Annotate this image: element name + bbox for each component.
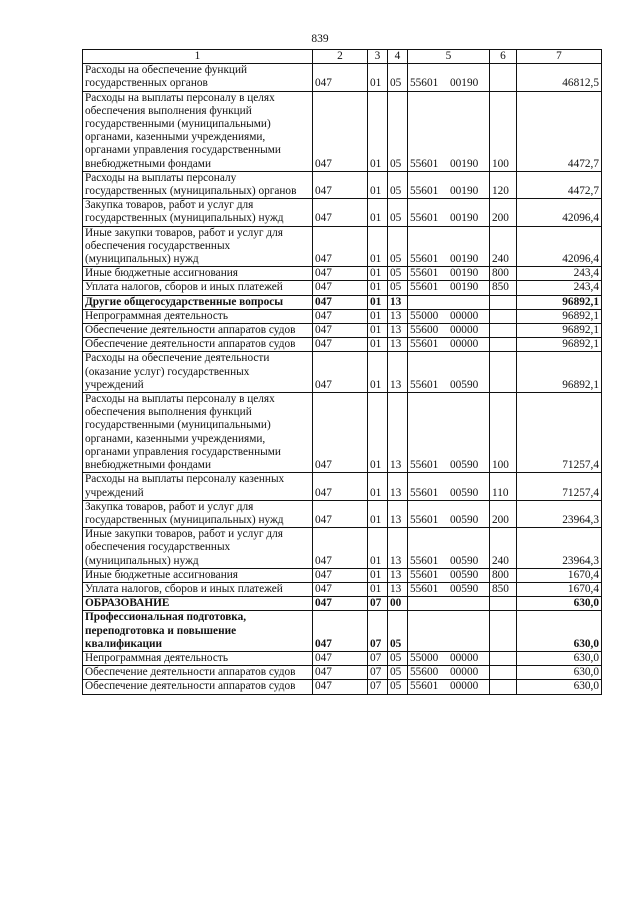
header-col-5: 5 xyxy=(408,50,490,64)
row-expense-type-code: 110 xyxy=(490,473,517,500)
row-ved-code: 047 xyxy=(313,338,368,352)
row-target-article-code xyxy=(408,338,490,352)
table-row xyxy=(83,295,602,309)
row-section-code: 01 xyxy=(368,171,388,198)
row-section-code: 01 xyxy=(368,324,388,338)
target-article-program-part: 55601 xyxy=(410,378,439,391)
row-subsection-code: 00 xyxy=(388,597,408,611)
row-amount: 96892,1 xyxy=(517,324,602,338)
row-amount: 1670,4 xyxy=(517,568,602,582)
header-col-1: 1 xyxy=(83,50,313,64)
row-target-article-code xyxy=(408,199,490,226)
row-ved-code: 047 xyxy=(313,171,368,198)
target-article-direction-part: 00590 xyxy=(450,378,479,391)
row-amount: 243,4 xyxy=(517,267,602,281)
row-section-code: 01 xyxy=(368,267,388,281)
row-subsection-code: 05 xyxy=(388,226,408,267)
target-article-direction-part: 00190 xyxy=(450,77,479,90)
table-row xyxy=(83,64,602,91)
row-description: Другие общегосударственные вопросы xyxy=(83,295,313,309)
table-row xyxy=(83,91,602,171)
row-subsection-code: 05 xyxy=(388,611,408,652)
target-article-direction-part: 00000 xyxy=(450,666,479,679)
row-subsection-code: 13 xyxy=(388,324,408,338)
row-description: Иные закупки товаров, работ и услуг для обеспечения государственных (муниципальных) нужд xyxy=(83,226,313,267)
row-amount: 46812,5 xyxy=(517,64,602,91)
row-section-code: 01 xyxy=(368,338,388,352)
row-ved-code: 047 xyxy=(313,226,368,267)
target-article-direction-part: 00190 xyxy=(450,267,479,280)
target-article-program-part: 55601 xyxy=(410,554,439,567)
row-section-code: 07 xyxy=(368,651,388,665)
target-article-program-part: 55000 xyxy=(410,309,439,322)
table-row xyxy=(83,473,602,500)
row-ved-code: 047 xyxy=(313,281,368,295)
row-ved-code: 047 xyxy=(313,324,368,338)
page-number: 839 xyxy=(311,33,329,45)
row-subsection-code: 05 xyxy=(388,281,408,295)
row-amount: 630,0 xyxy=(517,680,602,694)
row-section-code: 01 xyxy=(368,226,388,267)
row-target-article-code xyxy=(408,500,490,527)
row-subsection-code: 13 xyxy=(388,528,408,569)
row-ved-code: 047 xyxy=(313,680,368,694)
row-ved-code: 047 xyxy=(313,64,368,91)
header-col-4: 4 xyxy=(388,50,408,64)
table-header-row xyxy=(83,50,602,64)
row-section-code: 01 xyxy=(368,64,388,91)
row-expense-type-code: 850 xyxy=(490,281,517,295)
table-row xyxy=(83,611,602,652)
table-row xyxy=(83,582,602,596)
target-article-direction-part: 00590 xyxy=(450,582,479,595)
table-row xyxy=(83,338,602,352)
row-section-code: 07 xyxy=(368,680,388,694)
target-article-program-part: 55601 xyxy=(410,513,439,526)
row-target-article-code xyxy=(408,582,490,596)
target-article-direction-part: 00000 xyxy=(450,309,479,322)
row-ved-code: 047 xyxy=(313,568,368,582)
target-article-direction-part: 00190 xyxy=(450,185,479,198)
row-expense-type-code xyxy=(490,324,517,338)
row-description: Иные закупки товаров, работ и услуг для обеспечения государственных (муниципальных) нужд xyxy=(83,528,313,569)
row-target-article-code xyxy=(408,568,490,582)
target-article-program-part: 55601 xyxy=(410,212,439,225)
row-section-code: 01 xyxy=(368,199,388,226)
row-description: Расходы на обеспечение деятельности (оказание услуг) государственных учреждений xyxy=(83,352,313,393)
row-amount: 96892,1 xyxy=(517,309,602,323)
row-section-code: 01 xyxy=(368,473,388,500)
row-subsection-code: 13 xyxy=(388,393,408,473)
row-target-article-code xyxy=(408,473,490,500)
row-expense-type-code: 120 xyxy=(490,171,517,198)
target-article-program-part: 55601 xyxy=(410,680,439,693)
row-amount: 630,0 xyxy=(517,666,602,680)
row-target-article-code xyxy=(408,680,490,694)
row-amount: 630,0 xyxy=(517,651,602,665)
row-description: Закупка товаров, работ и услуг для государственных (муниципальных) нужд xyxy=(83,500,313,527)
table-row xyxy=(83,597,602,611)
row-expense-type-code: 240 xyxy=(490,528,517,569)
row-target-article-code xyxy=(408,651,490,665)
row-section-code: 01 xyxy=(368,528,388,569)
row-amount: 23964,3 xyxy=(517,500,602,527)
row-amount: 1670,4 xyxy=(517,582,602,596)
target-article-program-part: 55601 xyxy=(410,281,439,294)
row-subsection-code: 13 xyxy=(388,568,408,582)
row-expense-type-code xyxy=(490,611,517,652)
target-article-direction-part: 00590 xyxy=(450,513,479,526)
row-expense-type-code: 800 xyxy=(490,267,517,281)
table-row xyxy=(83,171,602,198)
row-expense-type-code: 200 xyxy=(490,500,517,527)
target-article-direction-part: 00000 xyxy=(450,680,479,693)
row-expense-type-code: 800 xyxy=(490,568,517,582)
table-row xyxy=(83,651,602,665)
row-target-article-code xyxy=(408,352,490,393)
row-ved-code: 047 xyxy=(313,199,368,226)
row-description: Расходы на выплаты персоналу государственных (муниципальных) органов xyxy=(83,171,313,198)
row-subsection-code: 05 xyxy=(388,680,408,694)
target-article-program-part: 55601 xyxy=(410,338,439,351)
target-article-program-part: 55601 xyxy=(410,253,439,266)
row-amount: 96892,1 xyxy=(517,338,602,352)
row-target-article-code xyxy=(408,324,490,338)
row-amount: 23964,3 xyxy=(517,528,602,569)
row-description: Закупка товаров, работ и услуг для государственных (муниципальных) нужд xyxy=(83,199,313,226)
target-article-program-part: 55600 xyxy=(410,666,439,679)
table-row xyxy=(83,267,602,281)
row-description: Обеспечение деятельности аппаратов судов xyxy=(83,666,313,680)
row-ved-code: 047 xyxy=(313,528,368,569)
row-ved-code: 047 xyxy=(313,352,368,393)
row-ved-code: 047 xyxy=(313,393,368,473)
row-ved-code: 047 xyxy=(313,295,368,309)
row-ved-code: 047 xyxy=(313,666,368,680)
row-description: Обеспечение деятельности аппаратов судов xyxy=(83,680,313,694)
row-expense-type-code xyxy=(490,597,517,611)
row-amount: 630,0 xyxy=(517,597,602,611)
target-article-program-part: 55601 xyxy=(410,568,439,581)
row-section-code: 07 xyxy=(368,666,388,680)
row-description: Непрограммная деятельность xyxy=(83,651,313,665)
table-row xyxy=(83,500,602,527)
row-target-article-code xyxy=(408,171,490,198)
table-row xyxy=(83,281,602,295)
header-col-6: 6 xyxy=(490,50,517,64)
row-expense-type-code xyxy=(490,295,517,309)
row-subsection-code: 13 xyxy=(388,582,408,596)
row-description: Иные бюджетные ассигнования xyxy=(83,568,313,582)
row-amount: 96892,1 xyxy=(517,295,602,309)
row-amount: 71257,4 xyxy=(517,393,602,473)
row-section-code: 01 xyxy=(368,568,388,582)
row-subsection-code: 13 xyxy=(388,473,408,500)
row-target-article-code xyxy=(408,611,490,652)
target-article-direction-part: 00000 xyxy=(450,651,479,664)
target-article-program-part: 55601 xyxy=(410,267,439,280)
target-article-program-part: 55600 xyxy=(410,324,439,337)
target-article-direction-part: 00190 xyxy=(450,212,479,225)
table-row xyxy=(83,324,602,338)
row-target-article-code xyxy=(408,393,490,473)
row-description: Профессиональная подготовка, переподготовка и повышение квалификации xyxy=(83,611,313,652)
row-section-code: 01 xyxy=(368,500,388,527)
row-amount: 4472,7 xyxy=(517,171,602,198)
row-section-code: 01 xyxy=(368,582,388,596)
table-row xyxy=(83,309,602,323)
table-row xyxy=(83,352,602,393)
row-subsection-code: 13 xyxy=(388,352,408,393)
row-subsection-code: 05 xyxy=(388,199,408,226)
row-expense-type-code: 200 xyxy=(490,199,517,226)
header-col-7: 7 xyxy=(517,50,602,64)
row-amount: 243,4 xyxy=(517,281,602,295)
row-subsection-code: 13 xyxy=(388,338,408,352)
row-amount: 630,0 xyxy=(517,611,602,652)
row-target-article-code xyxy=(408,309,490,323)
row-expense-type-code: 240 xyxy=(490,226,517,267)
row-amount: 42096,4 xyxy=(517,199,602,226)
row-description: ОБРАЗОВАНИЕ xyxy=(83,597,313,611)
table-row xyxy=(83,568,602,582)
row-description: Обеспечение деятельности аппаратов судов xyxy=(83,324,313,338)
row-amount: 96892,1 xyxy=(517,352,602,393)
row-target-article-code xyxy=(408,295,490,309)
row-target-article-code xyxy=(408,281,490,295)
row-description: Расходы на выплаты персоналу в целях обеспечения выполнения функций государственными (муниципальными) органами, казенными учреждениями, органами управления государственными внебюджетными фондами xyxy=(83,91,313,171)
row-expense-type-code: 100 xyxy=(490,91,517,171)
row-description: Расходы на выплаты персоналу казенных учреждений xyxy=(83,473,313,500)
row-target-article-code xyxy=(408,226,490,267)
header-col-3: 3 xyxy=(368,50,388,64)
row-ved-code: 047 xyxy=(313,597,368,611)
target-article-direction-part: 00190 xyxy=(450,253,479,266)
target-article-direction-part: 00000 xyxy=(450,324,479,337)
target-article-direction-part: 00190 xyxy=(450,157,479,170)
row-section-code: 01 xyxy=(368,281,388,295)
table-row xyxy=(83,199,602,226)
row-ved-code: 047 xyxy=(313,611,368,652)
target-article-program-part: 55601 xyxy=(410,459,439,472)
row-description: Уплата налогов, сборов и иных платежей xyxy=(83,582,313,596)
budget-table xyxy=(82,49,602,695)
row-subsection-code: 05 xyxy=(388,666,408,680)
target-article-program-part: 55601 xyxy=(410,486,439,499)
row-expense-type-code xyxy=(490,666,517,680)
table-row xyxy=(83,666,602,680)
target-article-direction-part: 00590 xyxy=(450,486,479,499)
target-article-program-part: 55000 xyxy=(410,651,439,664)
table-row xyxy=(83,680,602,694)
row-section-code: 07 xyxy=(368,611,388,652)
row-subsection-code: 05 xyxy=(388,267,408,281)
row-section-code: 01 xyxy=(368,352,388,393)
row-subsection-code: 05 xyxy=(388,171,408,198)
row-ved-code: 047 xyxy=(313,582,368,596)
target-article-direction-part: 00190 xyxy=(450,281,479,294)
row-expense-type-code xyxy=(490,64,517,91)
row-description: Расходы на выплаты персоналу в целях обеспечения выполнения функций государственными (муниципальными) органами, казенными учреждениями, органами управления государственными внебюджетными фондами xyxy=(83,393,313,473)
row-amount: 4472,7 xyxy=(517,91,602,171)
row-target-article-code xyxy=(408,597,490,611)
row-ved-code: 047 xyxy=(313,473,368,500)
row-description: Иные бюджетные ассигнования xyxy=(83,267,313,281)
target-article-program-part: 55601 xyxy=(410,582,439,595)
row-description: Непрограммная деятельность xyxy=(83,309,313,323)
row-amount: 71257,4 xyxy=(517,473,602,500)
table-row xyxy=(83,393,602,473)
row-description: Уплата налогов, сборов и иных платежей xyxy=(83,281,313,295)
row-expense-type-code xyxy=(490,651,517,665)
row-expense-type-code: 850 xyxy=(490,582,517,596)
row-ved-code: 047 xyxy=(313,267,368,281)
target-article-direction-part: 00000 xyxy=(450,338,479,351)
row-section-code: 07 xyxy=(368,597,388,611)
target-article-direction-part: 00590 xyxy=(450,459,479,472)
table-row xyxy=(83,528,602,569)
row-ved-code: 047 xyxy=(313,500,368,527)
row-subsection-code: 13 xyxy=(388,500,408,527)
target-article-direction-part: 00590 xyxy=(450,554,479,567)
row-target-article-code xyxy=(408,528,490,569)
row-target-article-code xyxy=(408,666,490,680)
row-section-code: 01 xyxy=(368,393,388,473)
row-ved-code: 047 xyxy=(313,309,368,323)
row-section-code: 01 xyxy=(368,295,388,309)
table-row xyxy=(83,226,602,267)
target-article-program-part: 55601 xyxy=(410,157,439,170)
row-expense-type-code xyxy=(490,309,517,323)
row-expense-type-code xyxy=(490,352,517,393)
row-target-article-code xyxy=(408,91,490,171)
row-description: Расходы на обеспечение функций государственных органов xyxy=(83,64,313,91)
row-target-article-code xyxy=(408,64,490,91)
row-ved-code: 047 xyxy=(313,91,368,171)
header-col-2: 2 xyxy=(313,50,368,64)
target-article-direction-part: 00590 xyxy=(450,568,479,581)
target-article-program-part: 55601 xyxy=(410,185,439,198)
row-subsection-code: 05 xyxy=(388,651,408,665)
row-section-code: 01 xyxy=(368,309,388,323)
row-description: Обеспечение деятельности аппаратов судов xyxy=(83,338,313,352)
row-ved-code: 047 xyxy=(313,651,368,665)
row-section-code: 01 xyxy=(368,91,388,171)
row-expense-type-code xyxy=(490,338,517,352)
row-subsection-code: 13 xyxy=(388,309,408,323)
row-target-article-code xyxy=(408,267,490,281)
row-amount: 42096,4 xyxy=(517,226,602,267)
row-expense-type-code: 100 xyxy=(490,393,517,473)
row-subsection-code: 05 xyxy=(388,91,408,171)
row-subsection-code: 13 xyxy=(388,295,408,309)
target-article-program-part: 55601 xyxy=(410,77,439,90)
row-subsection-code: 05 xyxy=(388,64,408,91)
row-expense-type-code xyxy=(490,680,517,694)
